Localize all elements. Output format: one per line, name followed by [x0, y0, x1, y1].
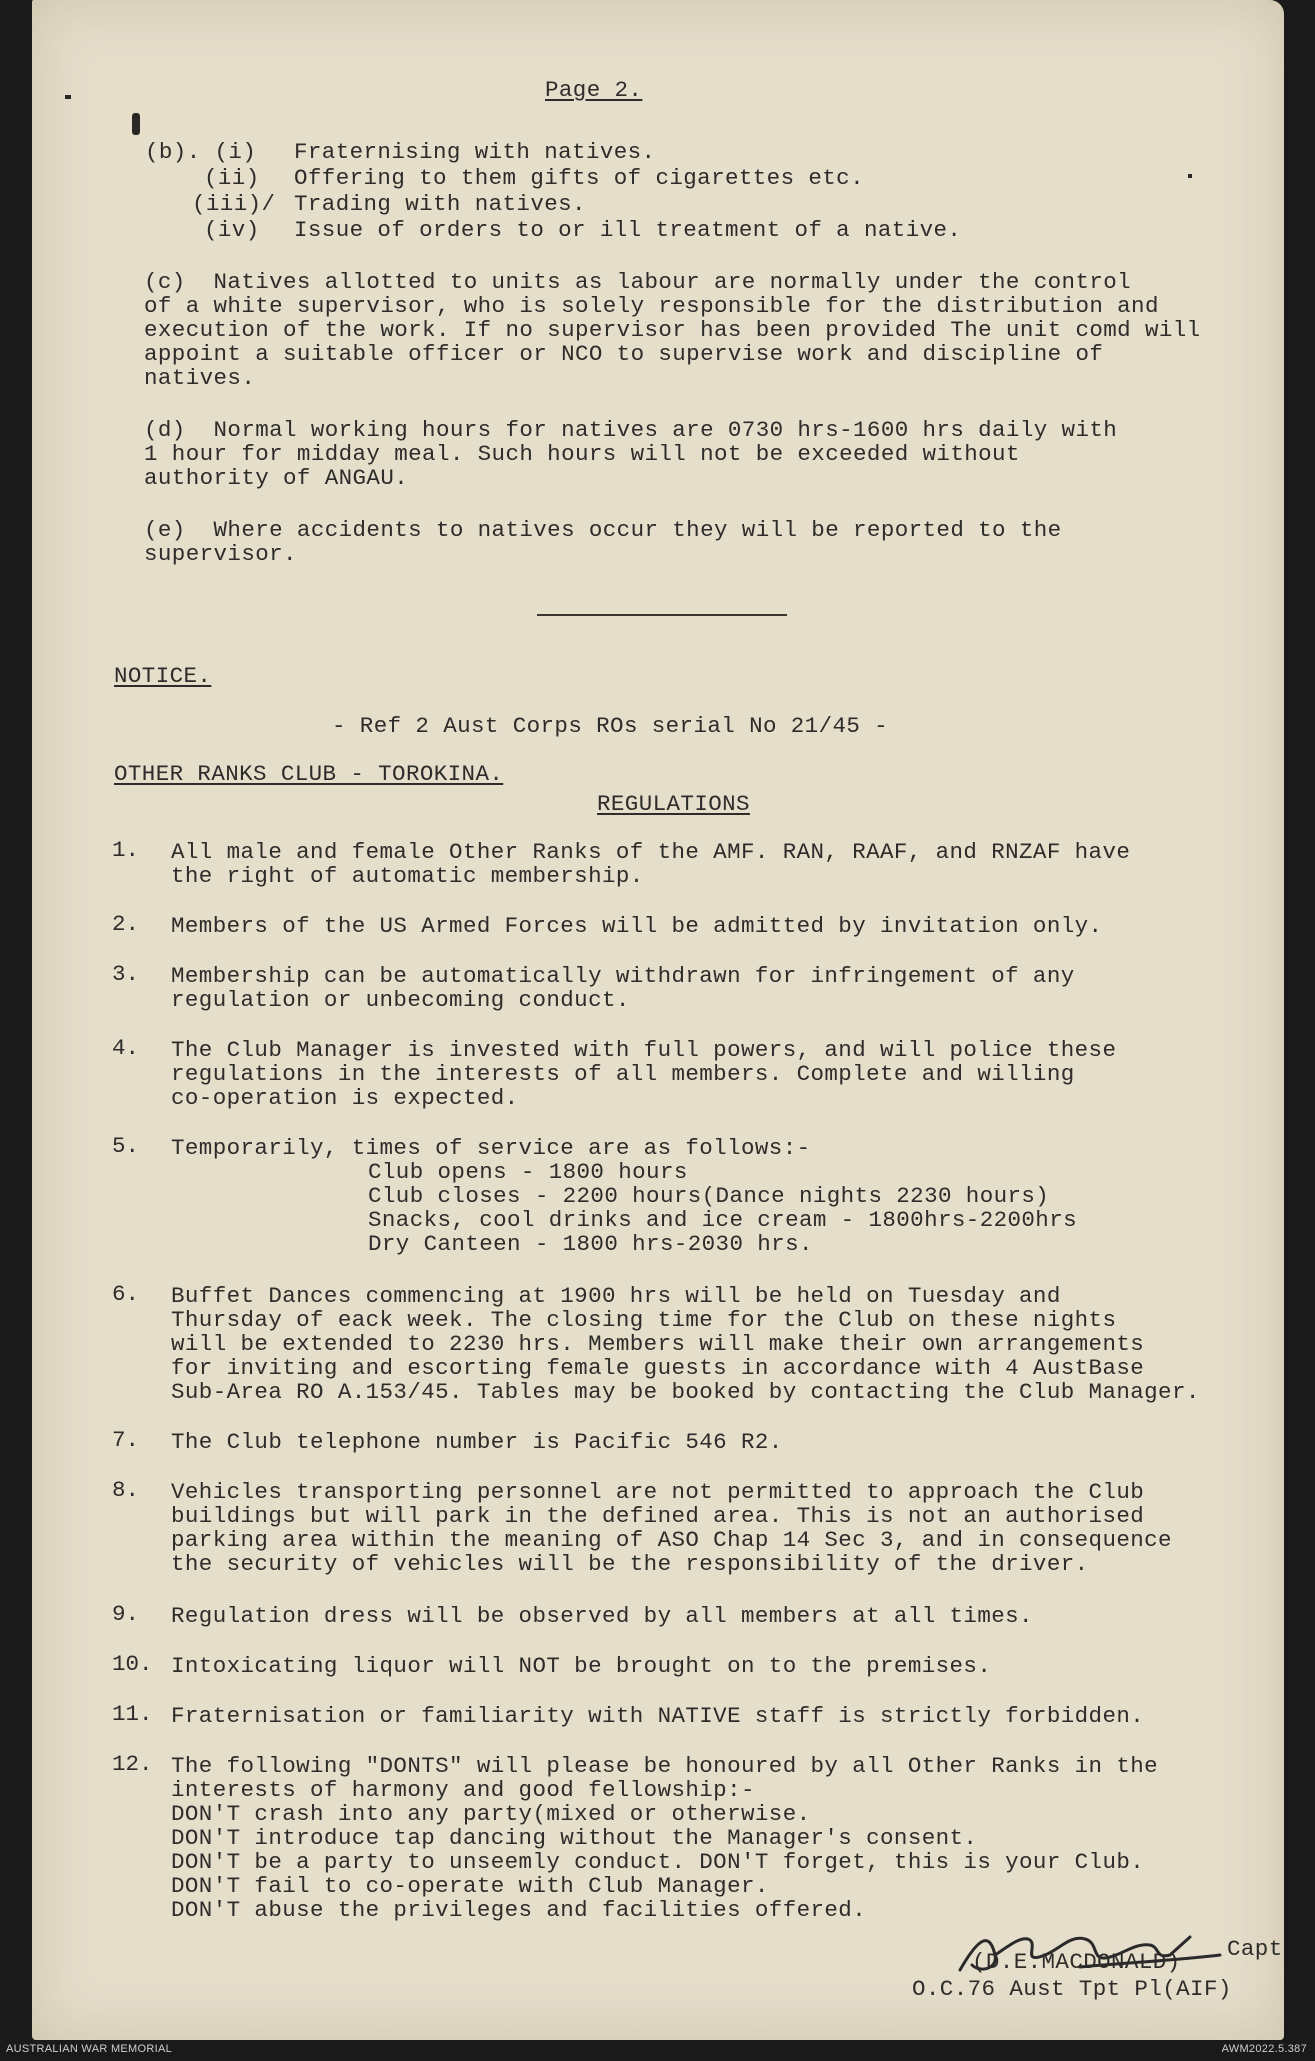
- regulation-9-line-1: Regulation dress will be observed by all members at all times.: [171, 1603, 1033, 1629]
- regulation-12-line-2: interests of harmony and good fellowship:-: [171, 1777, 755, 1803]
- para-c-line-5: natives.: [144, 365, 256, 391]
- club-heading: OTHER RANKS CLUB - TOROKINA.: [114, 761, 504, 787]
- regulation-6-line-5: Sub-Area RO A.153/45. Tables may be booked by contacting the Club Manager.: [171, 1379, 1200, 1405]
- para-c-line-3: execution of the work. If no supervisor has been provided The unit comd will: [144, 317, 1201, 343]
- regulation-4-line-1: The Club Manager is invested with full powers, and will police these: [171, 1037, 1117, 1063]
- regulation-12-line-5: DON'T be a party to unseemly conduct. DON'T forget, this is your Club.: [171, 1849, 1145, 1875]
- footer-credit: AUSTRALIAN WAR MEMORIAL: [6, 2043, 173, 2055]
- section-b-text-1: Fraternising with natives.: [294, 139, 656, 165]
- regulation-12-line-7: DON'T abuse the privileges and facilities offered.: [171, 1897, 867, 1923]
- section-b-label-1: (b). (i): [145, 139, 257, 165]
- section-divider: [537, 614, 787, 616]
- para-d-line-2: 1 hour for midday meal. Such hours will not be exceeded without: [144, 441, 1020, 467]
- para-e-line-2: supervisor.: [144, 541, 297, 567]
- regulation-number: 12.: [112, 1751, 153, 1777]
- regulation-8-line-4: the security of vehicles will be the responsibility of the driver.: [171, 1551, 1089, 1577]
- regulation-1-line-1: All male and female Other Ranks of the AMF. RAN, RAAF, and RNZAF have: [171, 839, 1131, 865]
- section-b-text-2: Offering to them gifts of cigarettes etc.: [294, 165, 864, 191]
- section-b-label-3: (iii)/: [192, 191, 276, 217]
- section-b-label-2: (ii): [204, 165, 260, 191]
- regulation-11-line-1: Fraternisation or familiarity with NATIVE staff is strictly forbidden.: [171, 1703, 1145, 1729]
- service-time-4: Dry Canteen - 1800 hrs-2030 hrs.: [368, 1231, 813, 1257]
- regulation-number: 9.: [112, 1601, 140, 1627]
- para-c-line-2: of a white supervisor, who is solely responsible for the distribution and: [144, 293, 1159, 319]
- regulation-number: 1.: [112, 837, 140, 863]
- regulation-number: 3.: [112, 961, 140, 987]
- stray-mark: [132, 113, 140, 135]
- section-b-text-3: Trading with natives.: [294, 191, 586, 217]
- section-b-text-4: Issue of orders to or ill treatment of a native.: [294, 217, 962, 243]
- document-page: [32, 0, 1284, 2040]
- regulation-number: 4.: [112, 1035, 140, 1061]
- regulation-number: 11.: [112, 1701, 153, 1727]
- regulation-6-line-1: Buffet Dances commencing at 1900 hrs will be held on Tuesday and: [171, 1283, 1061, 1309]
- regulation-2-line-1: Members of the US Armed Forces will be admitted by invitation only.: [171, 913, 1103, 939]
- signature-name: (D.E.MACDONALD): [972, 1949, 1181, 1975]
- regulation-5-line-1: Temporarily, times of service are as follows:-: [171, 1135, 811, 1161]
- section-b-label-4: (iv): [204, 217, 260, 243]
- footer-accession: AWM2022.5.387: [1221, 2043, 1307, 2055]
- stray-mark: [65, 95, 71, 99]
- regulation-number: 6.: [112, 1281, 140, 1307]
- stray-mark: [1188, 174, 1192, 178]
- regulation-12-line-6: DON'T fail to co-operate with Club Manager.: [171, 1873, 769, 1899]
- regulations-heading: REGULATIONS: [597, 791, 750, 817]
- regulation-number: 10.: [112, 1651, 153, 1677]
- notice-heading: NOTICE.: [114, 663, 212, 689]
- regulation-12-line-1: The following "DONTS" will please be honoured by all Other Ranks in the: [171, 1753, 1159, 1779]
- regulation-number: 7.: [112, 1427, 140, 1453]
- regulation-7-line-1: The Club telephone number is Pacific 546 R2.: [171, 1429, 783, 1455]
- reference-line: - Ref 2 Aust Corps ROs serial No 21/45 -: [332, 713, 889, 739]
- signature-rank: Capt: [1227, 1936, 1283, 1962]
- regulation-8-line-1: Vehicles transporting personnel are not permitted to approach the Club: [171, 1479, 1145, 1505]
- para-d-line-3: authority of ANGAU.: [144, 465, 409, 491]
- regulation-8-line-3: parking area within the meaning of ASO Chap 14 Sec 3, and in consequence: [171, 1527, 1172, 1553]
- regulation-3-line-1: Membership can be automatically withdrawn for infringement of any: [171, 963, 1075, 989]
- regulation-4-line-2: regulations in the interests of all members. Complete and willing: [171, 1061, 1075, 1087]
- signature-unit: O.C.76 Aust Tpt Pl(AIF): [912, 1976, 1232, 2002]
- regulation-3-line-2: regulation or unbecoming conduct.: [171, 987, 630, 1013]
- para-e-line-1: (e) Where accidents to natives occur they will be reported to the: [144, 517, 1062, 543]
- para-c-line-1: (c) Natives allotted to units as labour are normally under the control: [144, 269, 1132, 295]
- regulation-8-line-2: buildings but will park in the defined area. This is not an authorised: [171, 1503, 1145, 1529]
- service-time-2: Club closes - 2200 hours(Dance nights 2230 hours): [368, 1183, 1050, 1209]
- para-d-line-1: (d) Normal working hours for natives are 0730 hrs-1600 hrs daily with: [144, 417, 1118, 443]
- service-time-1: Club opens - 1800 hours: [368, 1159, 688, 1185]
- regulation-4-line-3: co-operation is expected.: [171, 1085, 519, 1111]
- regulation-6-line-4: for inviting and escorting female guests in accordance with 4 AustBase: [171, 1355, 1145, 1381]
- service-time-3: Snacks, cool drinks and ice cream - 1800hrs-2200hrs: [368, 1207, 1078, 1233]
- regulation-12-line-4: DON'T introduce tap dancing without the Manager's consent.: [171, 1825, 978, 1851]
- regulation-6-line-3: will be extended to 2230 hrs. Members will make their own arrangements: [171, 1331, 1145, 1357]
- regulation-12-line-3: DON'T crash into any party(mixed or otherwise.: [171, 1801, 811, 1827]
- regulation-1-line-2: the right of automatic membership.: [171, 863, 644, 889]
- regulation-10-line-1: Intoxicating liquor will NOT be brought on to the premises.: [171, 1653, 992, 1679]
- page-heading: Page 2.: [545, 77, 643, 103]
- para-c-line-4: appoint a suitable officer or NCO to supervise work and discipline of: [144, 341, 1104, 367]
- regulation-number: 2.: [112, 911, 140, 937]
- regulation-6-line-2: Thursday of eack week. The closing time for the Club on these nights: [171, 1307, 1117, 1333]
- regulation-number: 8.: [112, 1477, 140, 1503]
- regulation-number: 5.: [112, 1133, 140, 1159]
